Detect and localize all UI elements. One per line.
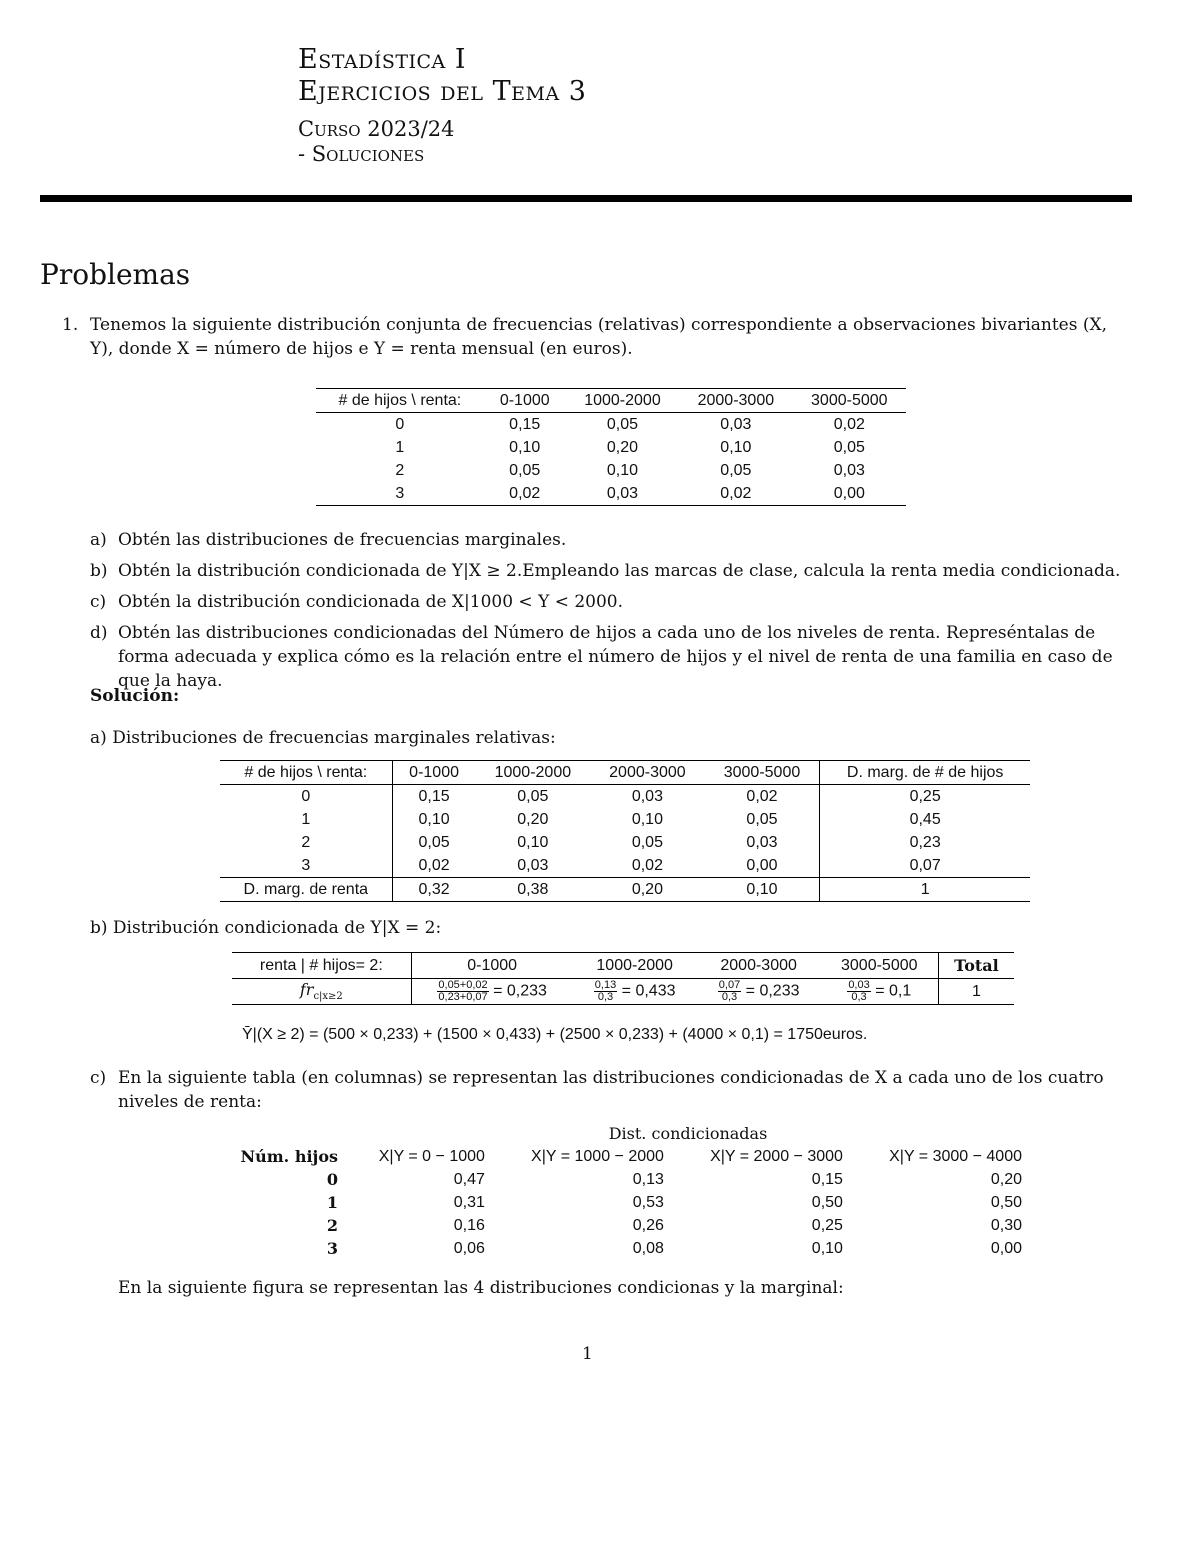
table-cell: 0,16 xyxy=(453,1216,485,1234)
solution-b xyxy=(90,918,441,938)
table-cell xyxy=(821,979,939,1005)
table-cell: 2 xyxy=(326,1216,338,1235)
solution-heading: Solución: xyxy=(90,686,180,706)
table-cell: 0,03 xyxy=(833,461,865,479)
table-cell: 0,10 xyxy=(509,438,541,456)
solution-a-label: a) xyxy=(90,728,107,748)
table-header-row xyxy=(316,389,906,413)
table-row xyxy=(232,979,1014,1005)
document-header xyxy=(298,44,586,167)
table-cell: 0,15 xyxy=(418,787,450,805)
table-cell: 0,03 xyxy=(631,787,663,805)
table-cell: 0,45 xyxy=(909,810,941,828)
problem-number: 1. xyxy=(62,315,79,335)
joint-distribution-table xyxy=(316,388,906,506)
table-cell: 0,20 xyxy=(606,438,639,456)
table-cell: 0,02 xyxy=(509,484,541,502)
table-row xyxy=(220,785,1030,809)
numerator: 0,03 xyxy=(848,979,870,991)
row-label: fr xyxy=(299,980,314,1000)
question-list xyxy=(90,528,1135,700)
problem-statement xyxy=(62,313,1134,361)
table-cell: 2 xyxy=(395,461,405,479)
question-text: Obtén las distribuciones condicionadas del Número de hijos a cada uno de los niveles de renta. Represéntalas de forma adecuada y explica cómo es la relación entre el número de hijos y el nivel de renta de una familia en caso de que la haya. xyxy=(118,623,1113,691)
table-cell: 0,50 xyxy=(811,1193,843,1211)
solution-b-label: b) xyxy=(90,918,108,938)
fraction xyxy=(847,980,870,1003)
table-cell: 0,08 xyxy=(632,1239,664,1257)
table-cell: 0,15 xyxy=(811,1170,843,1188)
table-row xyxy=(316,436,906,459)
table-caption-row xyxy=(220,1122,1030,1145)
table-header-cell: D. marg. de # de hijos xyxy=(846,763,1004,781)
table-header-cell: X|Y = 3000 − 4000 xyxy=(889,1147,1022,1165)
table-cell: 3 xyxy=(220,854,392,878)
table-header-cell: 0-1000 xyxy=(467,956,518,974)
conditional-distribution-table xyxy=(232,952,1014,1005)
table-cell: 3 xyxy=(395,484,405,502)
table-total-row xyxy=(220,878,1030,902)
conditional-mean-formula: Ȳ|(X ≥ 2) = (500 × 0,233) + (1500 × 0,433) + (2500 × 0,233) + (4000 × 0,1) = 1750euros. xyxy=(242,1026,868,1043)
table-row xyxy=(220,1191,1030,1214)
table-header-row xyxy=(220,1145,1030,1168)
table-cell: 0 xyxy=(326,1170,338,1189)
table-cell: 0 xyxy=(220,785,392,809)
table-cell: 0,02 xyxy=(705,785,820,809)
figure-intro-text: En la siguiente figura se representan las 4 distribuciones condicionas y la marginal: xyxy=(118,1278,844,1298)
table-cell: 0,05 xyxy=(631,833,663,851)
fraction xyxy=(437,980,488,1003)
question-text: Obtén la distribución condicionada de X|1000 < Y < 2000. xyxy=(118,592,624,612)
table-cell: 0 xyxy=(395,415,405,433)
table-cell: 1 xyxy=(220,808,392,831)
table-cell: 0,10 xyxy=(517,833,549,851)
table-header-cell: X|Y = 0 − 1000 xyxy=(378,1147,485,1165)
result: = 0,1 xyxy=(875,982,912,1000)
question-label: d) xyxy=(90,623,108,643)
question-label: c) xyxy=(90,592,107,612)
table-header-cell: 2000-3000 xyxy=(609,763,686,781)
table-header-cell: renta | # hijos= 2: xyxy=(232,953,411,979)
table-cell: 0,38 xyxy=(517,880,549,898)
table-cell: 0,32 xyxy=(418,880,450,898)
table-header-cell: 1000-2000 xyxy=(584,391,661,409)
table-header-cell: 0-1000 xyxy=(499,391,550,409)
question-item xyxy=(90,590,1135,614)
table-cell: 0,05 xyxy=(517,787,549,805)
table-cell: 0,10 xyxy=(811,1239,843,1257)
solution-b-text: Distribución condicionada de Y|X = 2: xyxy=(112,918,442,938)
denominator: 0,3 xyxy=(721,991,738,1003)
table-header-cell: 3000-5000 xyxy=(821,953,939,979)
solution-a xyxy=(90,728,556,748)
marginal-distribution-table xyxy=(220,760,1030,902)
table-cell: 0,10 xyxy=(720,438,752,456)
table-header-cell: 3000-5000 xyxy=(705,761,820,785)
table-cell xyxy=(573,979,697,1005)
table-row xyxy=(220,1214,1030,1237)
subtitle: - Soluciones xyxy=(298,141,425,166)
row-label-cell xyxy=(232,979,411,1005)
table-cell: 0,05 xyxy=(418,833,450,851)
table-cell: D. marg. de renta xyxy=(220,878,392,902)
question-text: Obtén la distribución condicionada de Y|X ≥ 2.Empleando las marcas de clase, calcula la renta media condicionada. xyxy=(118,561,1121,581)
table-cell: 1 xyxy=(972,982,981,1000)
table-cell: 0,10 xyxy=(631,810,663,828)
table-cell: 0,05 xyxy=(606,415,639,433)
table-cell: 0,00 xyxy=(990,1239,1022,1257)
table-cell: 1 xyxy=(395,438,405,456)
table-header-cell: X|Y = 1000 − 2000 xyxy=(531,1147,664,1165)
table-cell: 0,05 xyxy=(705,808,820,831)
problem-text: Tenemos la siguiente distribución conjunta de frecuencias (relativas) correspondiente a observaciones bivariantes (X, Y), donde X = número de hijos e Y = renta mensual (en euros). xyxy=(90,315,1108,359)
table-cell: 1 xyxy=(920,880,930,898)
table-cell: 0,26 xyxy=(632,1216,664,1234)
result: = 0,233 xyxy=(745,982,800,1000)
table-caption: Dist. condicionadas xyxy=(608,1124,768,1143)
table-cell: 0,02 xyxy=(631,856,663,874)
question-text: Obtén las distribuciones de frecuencias marginales. xyxy=(118,530,567,550)
table-cell: 0,10 xyxy=(606,461,639,479)
solution-c xyxy=(90,1066,1135,1114)
table-cell: 0,03 xyxy=(705,831,820,854)
question-item xyxy=(90,621,1135,693)
table-cell: 0,03 xyxy=(720,415,752,433)
table-cell: 1 xyxy=(326,1193,338,1212)
table-header-cell: X|Y = 2000 − 3000 xyxy=(710,1147,843,1165)
table-header-cell: Total xyxy=(954,956,999,975)
question-item xyxy=(90,559,1135,583)
question-label: b) xyxy=(90,561,108,581)
table-header-cell: 1000-2000 xyxy=(596,956,673,974)
section-title: Problemas xyxy=(40,258,191,291)
table-cell: 0,25 xyxy=(811,1216,843,1234)
table-header-cell: 2000-3000 xyxy=(697,391,775,409)
table-cell: 0,20 xyxy=(517,810,549,828)
solution-c-text: En la siguiente tabla (en columnas) se representan las distribuciones condicionadas de X a cada uno de los cuatro niveles de renta: xyxy=(118,1068,1104,1112)
table-header-cell: 2000-3000 xyxy=(720,956,797,974)
table-cell: 0,13 xyxy=(632,1170,664,1188)
table-row xyxy=(220,831,1030,854)
question-item xyxy=(90,528,1135,552)
fraction xyxy=(594,980,617,1003)
page-number: 1 xyxy=(582,1344,593,1364)
table-cell: 0,03 xyxy=(606,484,639,502)
question-label: a) xyxy=(90,530,107,550)
table-cell: 0,10 xyxy=(418,810,450,828)
numerator: 0,13 xyxy=(594,979,617,991)
table-cell xyxy=(697,979,821,1005)
table-cell: 0,05 xyxy=(509,461,541,479)
table-cell: 0,20 xyxy=(990,1170,1022,1188)
table-header-cell: # de hijos \ renta: xyxy=(220,761,392,785)
table-cell: 3 xyxy=(326,1239,338,1258)
table-cell: 0,06 xyxy=(453,1239,485,1257)
table-cell: 0,53 xyxy=(632,1193,664,1211)
table-cell: 0,05 xyxy=(833,438,865,456)
table-cell: 0,23 xyxy=(909,833,941,851)
table-cell: 0,50 xyxy=(990,1193,1022,1211)
header-rule xyxy=(40,195,1132,202)
denominator: 0,23+0,07 xyxy=(438,991,488,1003)
table-cell: 0,00 xyxy=(705,854,820,878)
numerator: 0,05+0,02 xyxy=(438,979,488,991)
table-cell xyxy=(411,979,572,1005)
table-row xyxy=(220,854,1030,878)
conditional-x-table xyxy=(220,1122,1030,1260)
exercise-title: Ejercicios del Tema 3 xyxy=(298,76,587,108)
table-cell: 0,02 xyxy=(833,415,865,433)
course-title: Estadística I xyxy=(298,44,467,75)
table-header-row xyxy=(232,953,1014,979)
table-row xyxy=(220,1168,1030,1191)
table-cell: 0,30 xyxy=(990,1216,1022,1234)
table-header-row xyxy=(220,761,1030,785)
solution-a-text: Distribuciones de frecuencias marginales relativas: xyxy=(112,728,556,748)
result: = 0,433 xyxy=(621,982,676,1000)
numerator: 0,07 xyxy=(718,979,741,991)
fraction xyxy=(718,980,741,1003)
table-header-cell: 1000-2000 xyxy=(494,763,572,781)
row-label-sub: c|x≥2 xyxy=(313,991,343,1003)
table-cell: 0,20 xyxy=(631,880,663,898)
result: = 0,233 xyxy=(493,982,547,1000)
table-row xyxy=(316,413,906,437)
denominator: 0,3 xyxy=(851,991,867,1003)
table-cell: 0,47 xyxy=(453,1170,485,1188)
table-row xyxy=(316,482,906,506)
table-header-cell: 3000-5000 xyxy=(811,391,888,409)
table-cell: 0,05 xyxy=(720,461,752,479)
table-cell: 0,15 xyxy=(509,415,541,433)
table-row xyxy=(220,1237,1030,1260)
table-cell: 0,00 xyxy=(833,484,865,502)
table-cell: 0,03 xyxy=(517,856,549,874)
solution-c-label: c) xyxy=(90,1068,107,1088)
table-cell: 0,02 xyxy=(418,856,450,874)
table-header-cell: Núm. hijos xyxy=(240,1147,338,1166)
table-cell: 2 xyxy=(220,831,392,854)
table-cell: 0,25 xyxy=(909,787,941,805)
table-row xyxy=(316,459,906,482)
table-row xyxy=(220,808,1030,831)
table-cell: 0,02 xyxy=(720,484,752,502)
table-header-cell: 0-1000 xyxy=(409,763,459,781)
course-year: Curso 2023/24 xyxy=(298,116,455,141)
table-cell: 0,10 xyxy=(705,878,820,902)
table-header-cell: # de hijos \ renta: xyxy=(338,391,462,409)
denominator: 0,3 xyxy=(597,991,614,1003)
table-cell: 0,07 xyxy=(909,856,941,874)
table-cell: 0,31 xyxy=(453,1193,485,1211)
